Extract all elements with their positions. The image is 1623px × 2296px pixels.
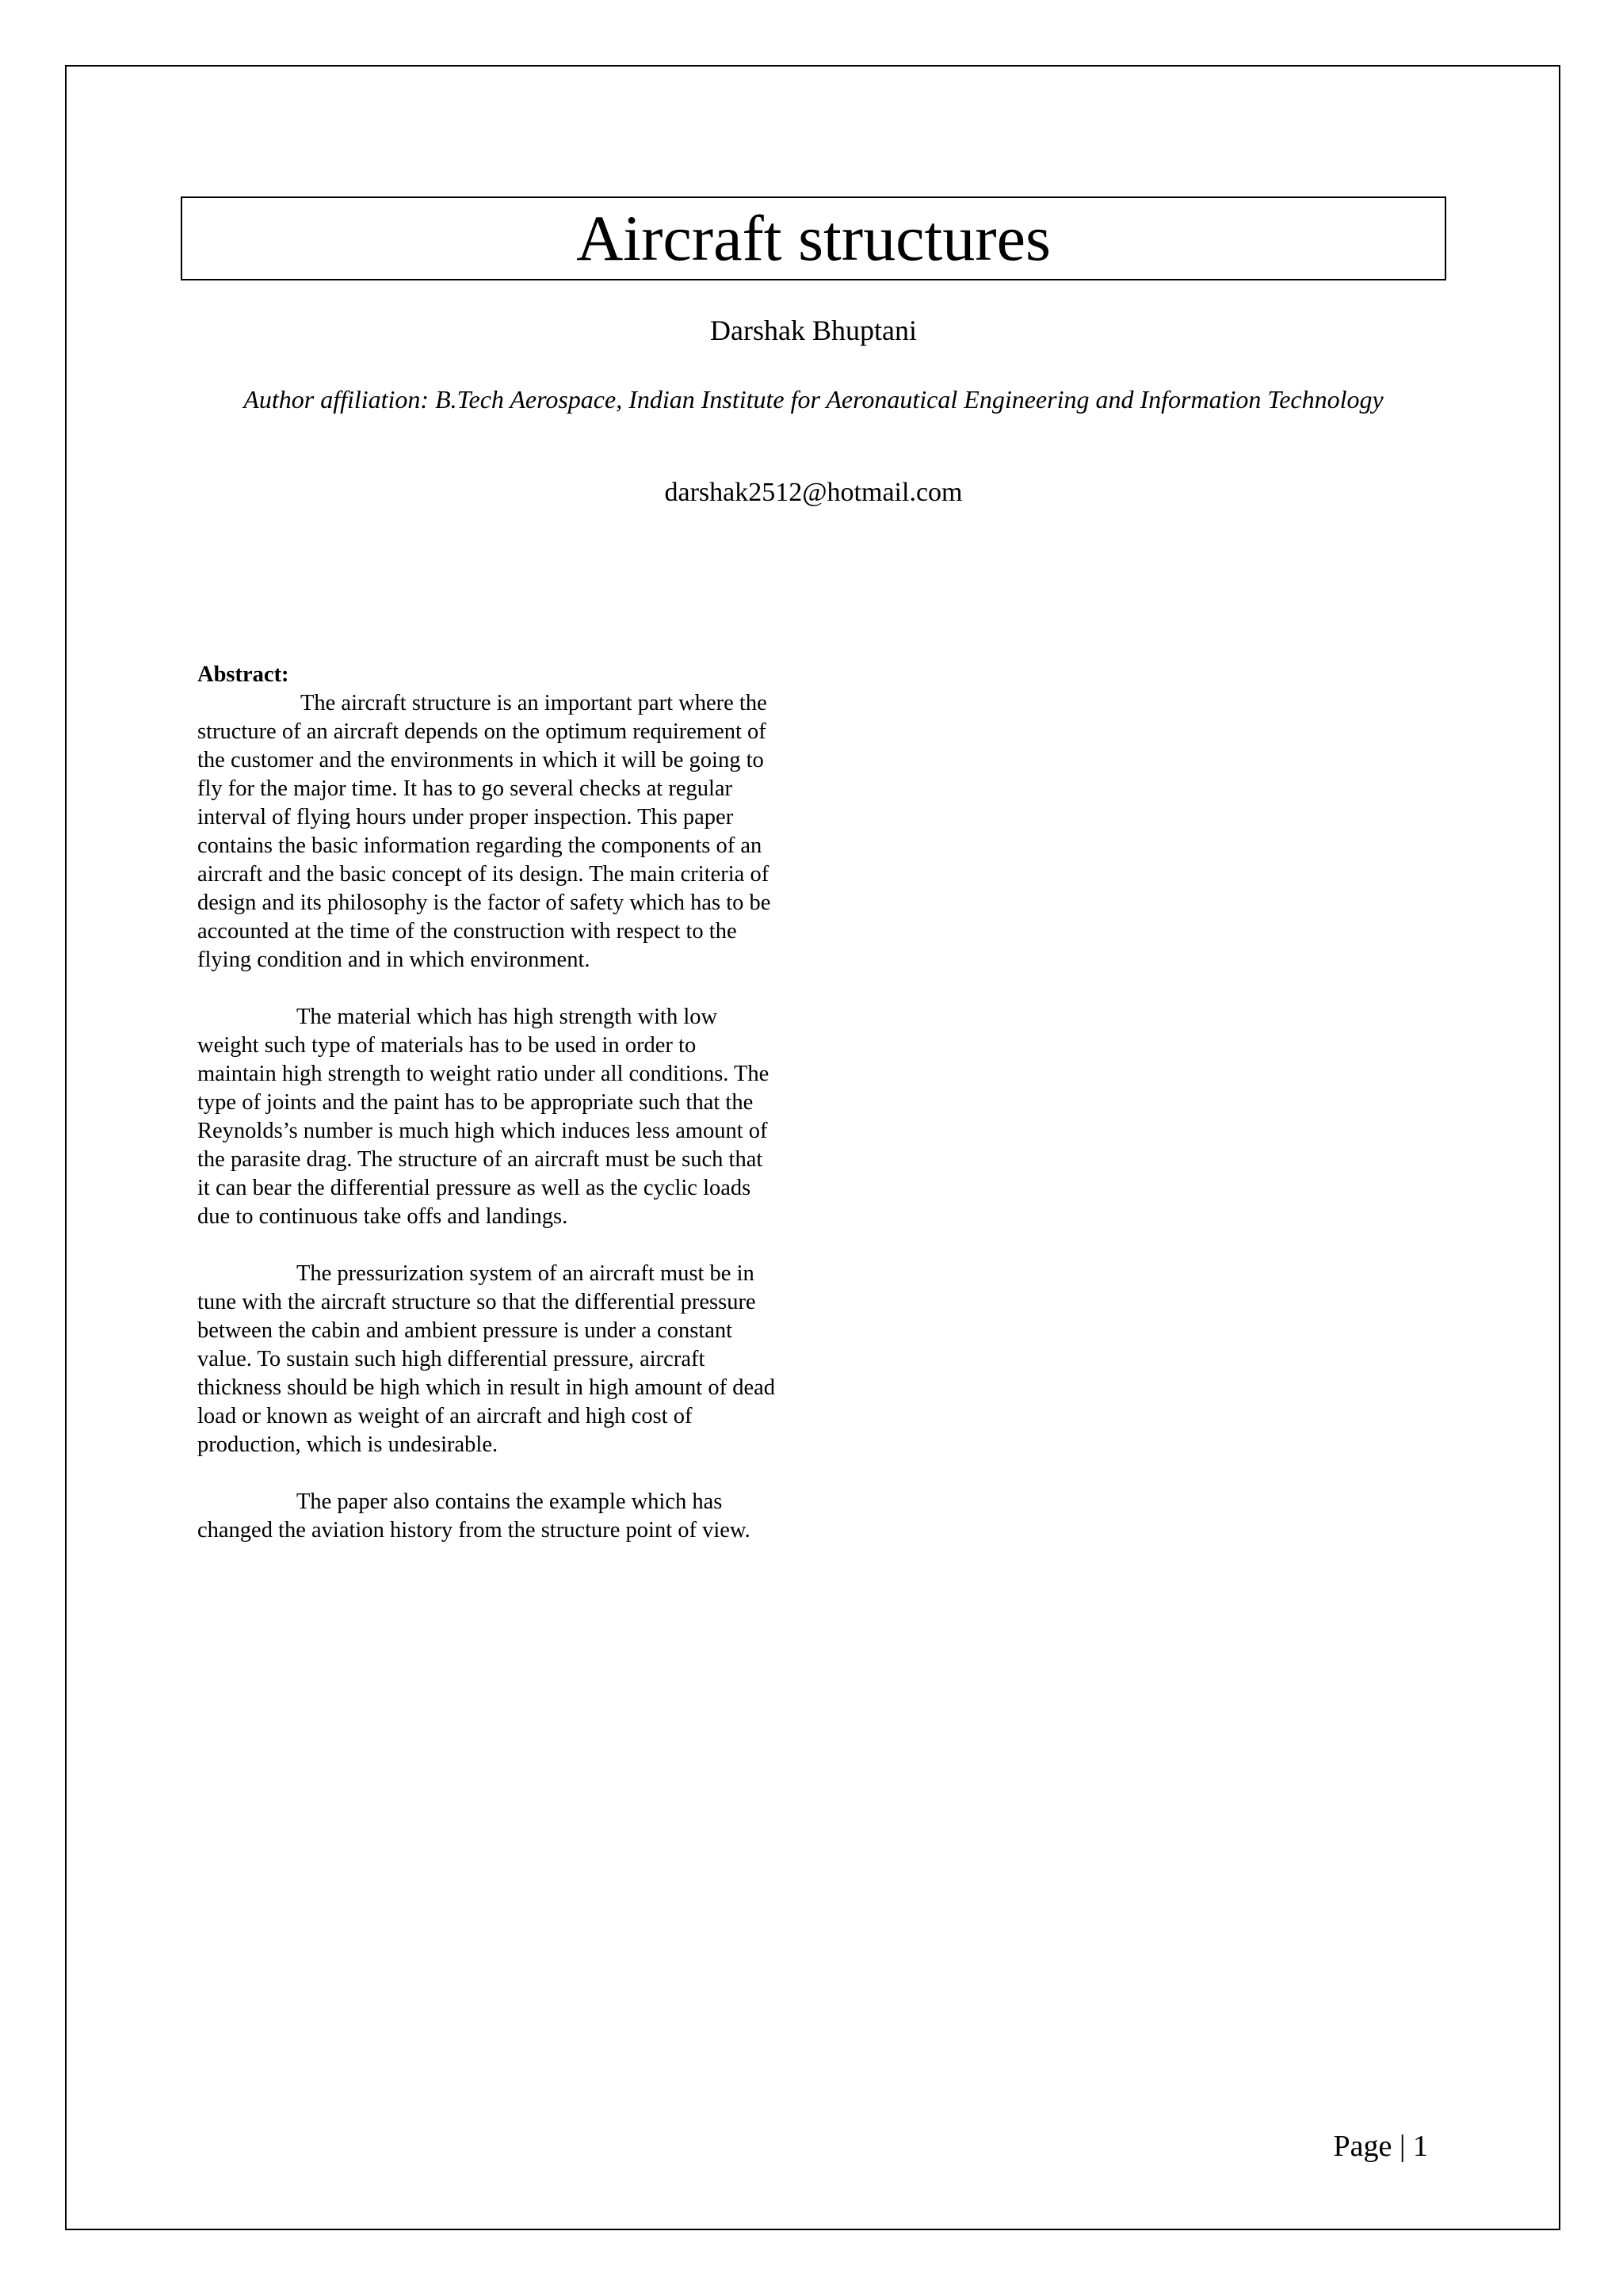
author-name: Darshak Bhuptani: [710, 315, 917, 346]
abstract-paragraph-1: The aircraft structure is an important part where the structure of an aircraft depends on the optimum requirement of the customer and the environments in which it will be going to fly for the major time. It has to go several checks at regular interval of flying hours under proper inspection. This paper contains the basic information regarding the components of an aircraft and the basic concept of its design. The main criteria of design and its philosophy is the factor of safety which has to be accounted at the time of the construction with respect to the flying condition and in which environment.: [197, 691, 771, 972]
abstract-paragraph-2: The material which has high strength with low weight such type of materials has to be used in order to maintain high strength to weight ratio under all conditions. The type of joints and the paint has to be appropriate such that the Reynolds’s number is much high which induces less amount of the parasite drag. The structure of an aircraft must be such that it can bear the differential pressure as well as the cyclic loads due to continuous take offs and landings.: [197, 1005, 769, 1229]
abstract-section: [197, 661, 776, 1573]
paper-title: Aircraft structures: [576, 202, 1051, 274]
page-number: Page | 1: [1333, 2130, 1428, 2163]
author-affiliation: Author affiliation: B.Tech Aerospace, Indian Institute for Aeronautical Engineering and Information Technology: [243, 385, 1384, 414]
abstract-paragraph-3: The pressurization system of an aircraft must be in tune with the aircraft structure so that the differential pressure between the cabin and ambient pressure is under a constant value. To sustain such high differential pressure, aircraft thickness should be high which in result in high amount of dead load or known as weight of an aircraft and high cost of production, which is undesirable.: [197, 1261, 776, 1457]
title-box: [181, 196, 1446, 280]
abstract-paragraph-4: The paper also contains the example which has changed the aviation history from the structure point of view.: [197, 1489, 750, 1543]
abstract-label: Abstract:: [197, 662, 289, 687]
author-email: darshak2512@hotmail.com: [664, 478, 963, 507]
